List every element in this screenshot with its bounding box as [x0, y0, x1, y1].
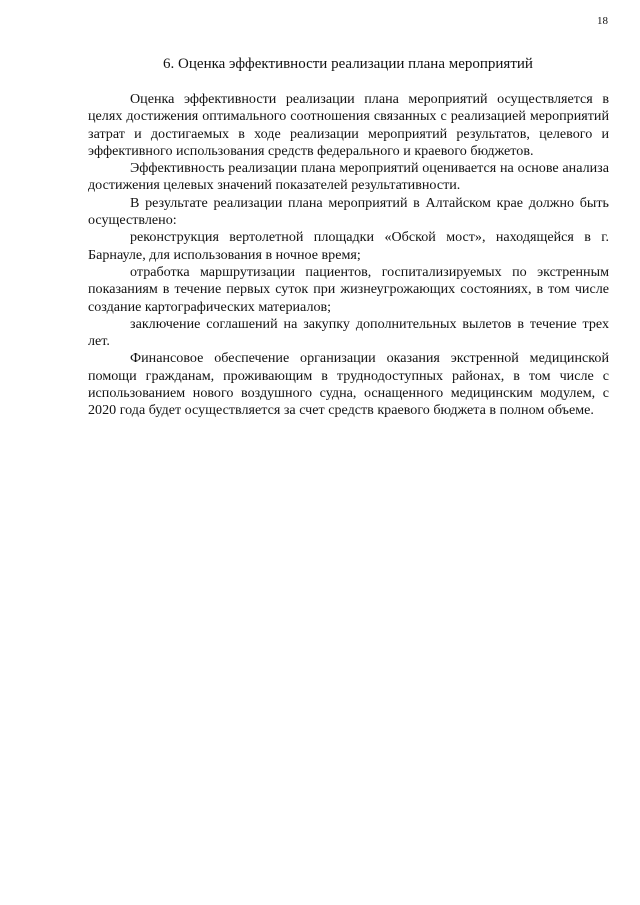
list-item-helipad-reconstruction: реконструкция вертолетной площадки «Обской мост», находящейся в г. Барнауле, для использования в ночное время;	[88, 229, 609, 263]
document-body	[88, 91, 609, 420]
list-item-flight-agreements: заключение соглашений на закупку дополнительных вылетов в течение трех лет.	[88, 315, 609, 350]
section-title: 6. Оценка эффективности реализации плана мероприятий	[163, 56, 533, 72]
page-number: 18	[597, 15, 608, 27]
paragraph-efficiency-evaluation: Эффективность реализации плана мероприятий оценивается на основе анализа достижения целевых значений показателей результативности.	[88, 160, 609, 194]
paragraph-expected-results: В результате реализации плана мероприятий в Алтайском крае должно быть осуществлено:	[88, 194, 609, 229]
paragraph-financing: Финансовое обеспечение организации оказания экстренной медицинской помощи гражданам, проживающим в труднодоступных районах, в том числе с использованием нового воздушного судна, оснащенного медицинским модулем, с 2020 года будет осуществляется за счет средств краевого бюджета в полном объеме.	[88, 350, 609, 419]
list-item-patient-routing: отработка маршрутизации пациентов, госпитализируемых по экстренным показаниям в течение первых суток при жизнеугрожающих состояниях, в том числе создание картографических материалов;	[88, 263, 609, 315]
paragraph-efficiency-assessment: Оценка эффективности реализации плана мероприятий осуществляется в целях достижения оптимального соотношения связанных с реализацией мероприятий затрат и достигаемых в ходе реализации мероприятий результатов, целевого и эффективного использования средств федерального и краевого бюджетов.	[88, 91, 609, 159]
